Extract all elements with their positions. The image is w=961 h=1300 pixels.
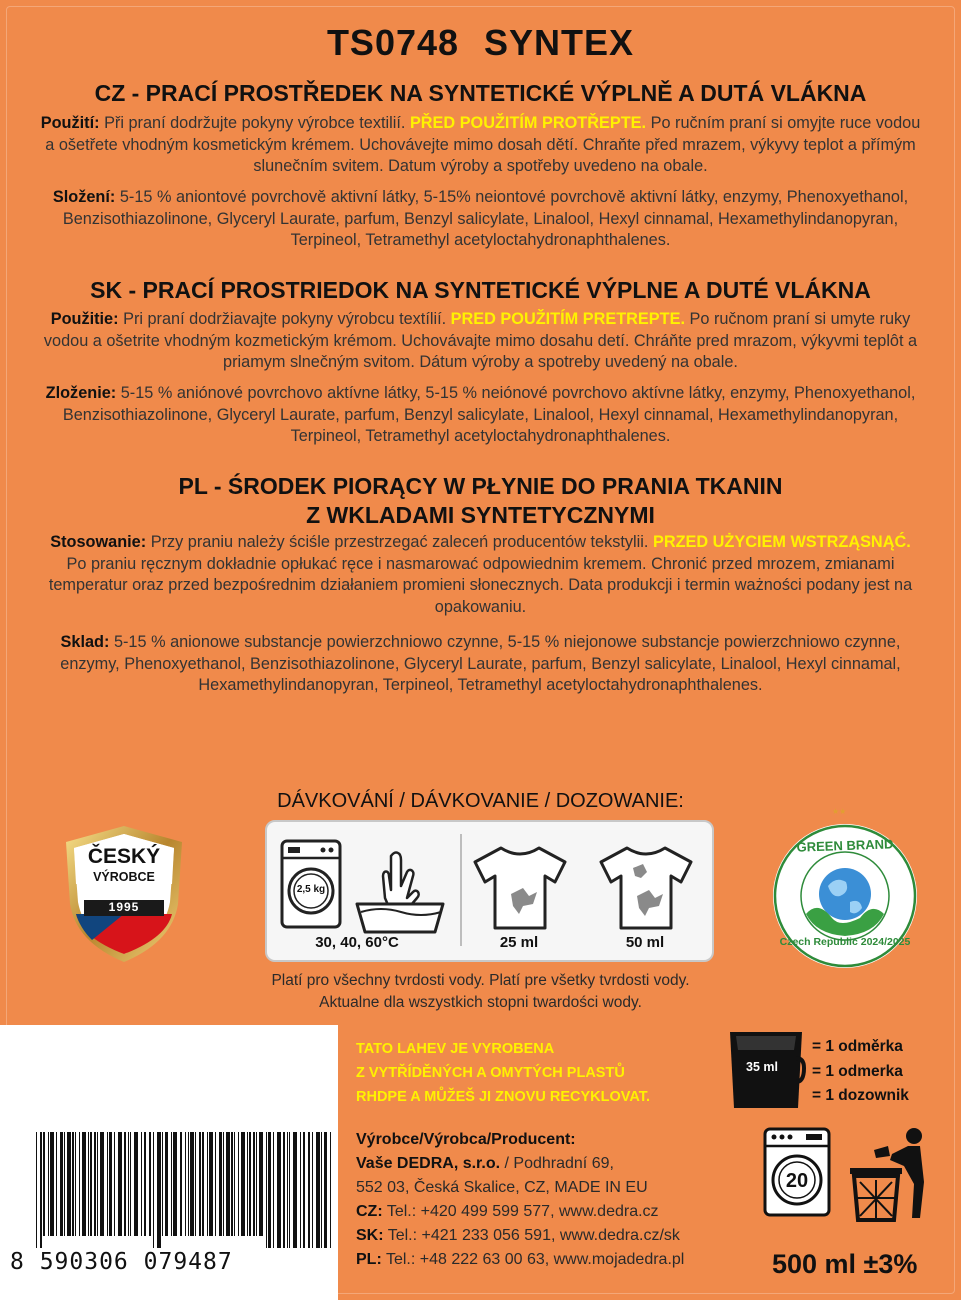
measure-sk: = 1 odmerka: [812, 1062, 903, 1080]
barcode-bar: [287, 1132, 288, 1248]
green-brand-subtitle: Czech Republic 2024/2025: [779, 936, 911, 948]
pl-composition-label: Sklad:: [60, 633, 110, 651]
green-brand-title: GREEN BRAND: [796, 836, 894, 855]
pl-usage-text-a: Przy praniu należy ściśle przestrzegać zaleceń producentów tekstylii.: [150, 533, 649, 551]
recycling-line-1: TATO LAHEV JE VYROBENA: [356, 1041, 555, 1057]
barcode-bar: [141, 1132, 142, 1236]
barcode-bar: [253, 1132, 255, 1236]
dose-normal: 25 ml: [499, 934, 539, 951]
barcode-bar: [316, 1132, 320, 1248]
recycling-line-2: Z VYTŘÍDĚNÝCH A OMYTÝCH PLASTŮ: [356, 1065, 625, 1081]
pl-usage-label: Stosowanie:: [50, 533, 147, 551]
measuring-cup-volume: 35 ml: [746, 1060, 778, 1074]
barcode-bar: [231, 1132, 233, 1236]
barcode-bar: [72, 1132, 74, 1236]
contact-pl-label: PL:: [356, 1251, 382, 1268]
barcode-bar: [43, 1132, 45, 1236]
barcode-bar: [185, 1132, 186, 1236]
product-title: TS0748 SYNTEX: [326, 22, 635, 63]
barcode-bar: [293, 1132, 297, 1248]
tshirt-light-stain-icon: [471, 844, 569, 932]
barcode-bar: [56, 1132, 57, 1236]
barcode-bar: [134, 1132, 138, 1236]
barcode-bar: [209, 1132, 213, 1236]
cz-shake-warning: PŘED POUŽITÍM PROTŘEPTE.: [409, 114, 647, 132]
barcode-bar: [289, 1132, 290, 1248]
producer-name: Vaše DEDRA, s.r.o.: [356, 1155, 501, 1172]
pl-shake-warning: PRZED UŻYCIEM WSTRZĄSNĄĆ.: [652, 533, 911, 551]
cz-composition-text: 5-15 % aniontové povrchově aktivní látky, 5-15% neiontové povrchově aktivní látky, enzymy, Phenoxyethanol, Benzisothiazolinone, Glyceryl Laurate, parfum, Benzyl salicylate, Linalool, Hexyl cinnamal, Hexamethylindanopyran, Terpineol, Tetramethyl acetyloctahydronaphthalenes.: [62, 188, 909, 249]
barcode-bar: [162, 1132, 163, 1236]
barcode-bar: [64, 1132, 65, 1236]
barcode-bar: [82, 1132, 86, 1236]
producer-label: Výrobce/Výrobca/Producent:: [356, 1131, 576, 1148]
contact-sk-label: SK:: [356, 1227, 384, 1244]
barcode-number: 8 590306 079487: [10, 1249, 233, 1275]
barcode-bar: [215, 1132, 216, 1236]
wash-count: 20: [785, 1170, 809, 1192]
barcode-bar: [259, 1132, 263, 1236]
recycling-note: [356, 1037, 650, 1109]
contact-pl: Tel.: +48 222 63 00 63, www.mojadedra.pl: [385, 1251, 685, 1268]
barcode-bar: [130, 1132, 131, 1236]
barcode-bar: [283, 1132, 285, 1248]
barcode-bar: [128, 1132, 129, 1236]
measure-legend: [812, 1035, 909, 1109]
machine-load: 2,5 kg: [296, 884, 326, 895]
barcode-bar: [195, 1132, 196, 1236]
cz-composition-label: Složení:: [52, 188, 116, 206]
barcode-bar: [107, 1132, 108, 1236]
barcode-bar: [109, 1132, 112, 1236]
barcode-bar: [114, 1132, 115, 1236]
cz-heading: CZ - PRACÍ PROSTŘEDEK NA SYNTETICKÉ VÝPLNĚ A DUTÁ VLÁKNA: [94, 80, 867, 106]
sk-heading: SK - PRACÍ PROSTRIEDOK NA SYNTETICKÉ VÝPLNE A DUTÉ VLÁKNA: [90, 277, 871, 303]
barcode-bar: [124, 1132, 126, 1236]
green-brand-logo: [770, 806, 920, 974]
pl-composition: [40, 632, 921, 697]
cz-usage: [40, 113, 921, 178]
barcode-bar: [50, 1132, 54, 1236]
barcode-bar: [324, 1132, 327, 1248]
barcode-bar: [266, 1132, 267, 1248]
barcode-bar: [94, 1132, 96, 1236]
pl-heading-line-1: PL - ŚRODEK PIORĄCY W PŁYNIE DO PRANIA TKANIN: [178, 473, 783, 499]
barcode-bar: [75, 1132, 76, 1236]
barcode-bar: [173, 1132, 177, 1236]
measure-cz: = 1 odměrka: [812, 1038, 903, 1055]
barcode-bar: [321, 1132, 322, 1248]
barcode-bar: [90, 1132, 92, 1236]
net-volume: 500 ml ±3%: [772, 1249, 918, 1279]
barcode-bar: [118, 1132, 122, 1236]
barcode-bar: [144, 1132, 146, 1236]
svg-text:★★: ★★: [832, 807, 847, 816]
barcode-bar: [207, 1132, 208, 1236]
barcode-bar: [226, 1132, 230, 1236]
barcode-bar: [247, 1132, 248, 1236]
hand-wash-icon: [351, 846, 449, 938]
barcode-bar: [36, 1132, 37, 1248]
dosing-panel: [265, 820, 714, 962]
barcode-bar: [199, 1132, 201, 1236]
dose-heavy: 50 ml: [625, 934, 665, 951]
hardness-line-2: Aktualne dla wszystkich stopni twardości wody.: [319, 994, 642, 1011]
barcode-bar: [149, 1132, 151, 1236]
barcode-bar: [165, 1132, 168, 1236]
barcode-bar: [219, 1132, 222, 1236]
barcode-bar: [67, 1132, 71, 1236]
producer-address-2: 552 03, Česká Skalice, CZ, MADE IN EU: [356, 1179, 648, 1196]
pl-composition-text: 5-15 % anionowe substancje powierzchniowo czynne, 5-15 % niejonowe substancje powierzchniowo czynne, enzymy, Phenoxyethanol, Benzisothiazolinone, Glyceryl Laurate, parfum, Benzyl salicylate, Linalool, Hexyl cinnamal, Hexamethylindanopyran, Terpineol, Tetramethyl acetyloctahydronaphthalenes.: [60, 633, 901, 694]
barcode-bar: [190, 1132, 194, 1236]
barcode-bar: [330, 1132, 331, 1248]
dispose-in-bin-icon: [848, 1126, 932, 1222]
badge-title: ČESKÝ: [87, 845, 161, 868]
sk-usage-text-a: Pri praní dodržiavajte pokyny výrobcu textílií.: [123, 310, 447, 328]
sk-composition-text: 5-15 % aniónové povrchovo aktívne látky, 5-15 % neiónové povrchovo aktívne látky, enzymy, Phenoxyethanol, Benzisothiazolinone, Glyceryl Laurate, parfum, Benzyl salicylate, Linalool, Hexyl cinnamal, Hexamethylindanopyran, Terpineol, Tetramethyl acetyloctahydronaphthalenes.: [62, 384, 916, 445]
badge-subtitle: VÝROBCE: [93, 870, 155, 884]
barcode-bar: [268, 1132, 271, 1248]
barcode-bar: [60, 1132, 63, 1236]
barcode-bar: [273, 1132, 274, 1248]
contact-cz: Tel.: +420 499 599 577, www.dedra.cz: [386, 1203, 659, 1220]
barcode-bar: [157, 1132, 161, 1248]
barcode-bar: [223, 1132, 224, 1236]
measure-pl: = 1 dozownik: [812, 1087, 909, 1104]
barcode: [36, 1132, 332, 1248]
contact-cz-label: CZ:: [356, 1203, 383, 1220]
wash-temperatures: 30, 40, 60°C: [315, 934, 399, 951]
pl-usage-text-b: Po praniu ręcznym dokładnie opłukać ręce i nasmarować odpowiednim kremem. Chronić przed mrozem, zmianami temperatur oraz przed bezpośrednim działaniem promieni słonecznych. Data produkcji i termin ważności podany jest na opakowaniu.: [48, 554, 913, 616]
cz-usage-text-b: Po ručním praní si omyjte ruce vodou a ošetřete vhodným kosmetickým krémem. Uchovávejte mimo dosah dětí. Chraňte před mrazem, výkyvy teplot a přímým slunečním svitem. Datum výroby a spotřeby uvedeno na obale.: [45, 114, 921, 175]
cz-usage-label: Použití:: [40, 114, 100, 132]
producer-address-1: / Podhradní 69,: [504, 1155, 614, 1172]
barcode-bar: [48, 1132, 49, 1236]
barcode-bar: [256, 1132, 257, 1236]
cz-usage-text-a: Při praní dodržujte pokyny výrobce textilií.: [104, 114, 406, 132]
dosing-title: DÁVKOVÁNÍ / DÁVKOVANIE / DOZOWANIE:: [277, 790, 684, 812]
contact-sk: Tel.: +421 233 056 591, www.dedra.cz/sk: [387, 1227, 680, 1244]
barcode-bar: [171, 1132, 172, 1236]
sk-shake-warning: PRED POUŽITÍM PRETREPTE.: [450, 310, 685, 328]
barcode-bar: [188, 1132, 189, 1236]
barcode-bar: [40, 1132, 42, 1248]
sk-usage: [40, 309, 921, 374]
barcode-bar: [202, 1132, 204, 1236]
barcode-bar: [234, 1132, 235, 1236]
barcode-bar: [303, 1132, 305, 1248]
barcode-bar: [312, 1132, 313, 1248]
barcode-bar: [100, 1132, 104, 1236]
barcode-bar: [88, 1132, 89, 1236]
water-hardness-note: [0, 970, 961, 1014]
barcode-bar: [300, 1132, 301, 1248]
barcode-bar: [79, 1132, 80, 1236]
sk-composition: [40, 383, 921, 448]
hardness-line-1: Platí pro všechny tvrdosti vody. Platí pre všetky tvrdosti vody.: [271, 972, 690, 989]
badge-year: 1995: [108, 900, 140, 914]
producer-info: [356, 1128, 684, 1272]
sk-composition-label: Zloženie:: [45, 384, 117, 402]
barcode-bar: [241, 1132, 245, 1236]
cz-composition: [40, 187, 921, 252]
sk-usage-text-b: Po ručnom praní si umyte ruky vodou a ošetrite vhodným kozmetickým krémom. Uchovávajte mimo dosahu detí. Chráňte pred mrazom, výkyvmi teplôt a priamym slnečným svitom. Dátum výroby a spotreby uvedený na obale.: [43, 310, 918, 371]
sk-usage-label: Použitie:: [50, 310, 119, 328]
barcode-bar: [308, 1132, 310, 1248]
barcode-bar: [249, 1132, 251, 1236]
dosing-divider: [460, 834, 462, 946]
barcode-bar: [97, 1132, 98, 1236]
barcode-bar: [153, 1132, 154, 1248]
recycling-line-3: RHDPE A MŮŽEŠ JI ZNOVU RECYKLOVAT.: [356, 1089, 651, 1105]
pl-usage: [40, 532, 921, 618]
pl-heading-line-2: Z WKLADAMI SYNTETYCZNYMI: [306, 502, 655, 528]
barcode-bar: [277, 1132, 281, 1248]
barcode-bar: [238, 1132, 239, 1236]
barcode-bar: [180, 1132, 182, 1236]
tshirt-heavy-stain-icon: [597, 844, 695, 932]
